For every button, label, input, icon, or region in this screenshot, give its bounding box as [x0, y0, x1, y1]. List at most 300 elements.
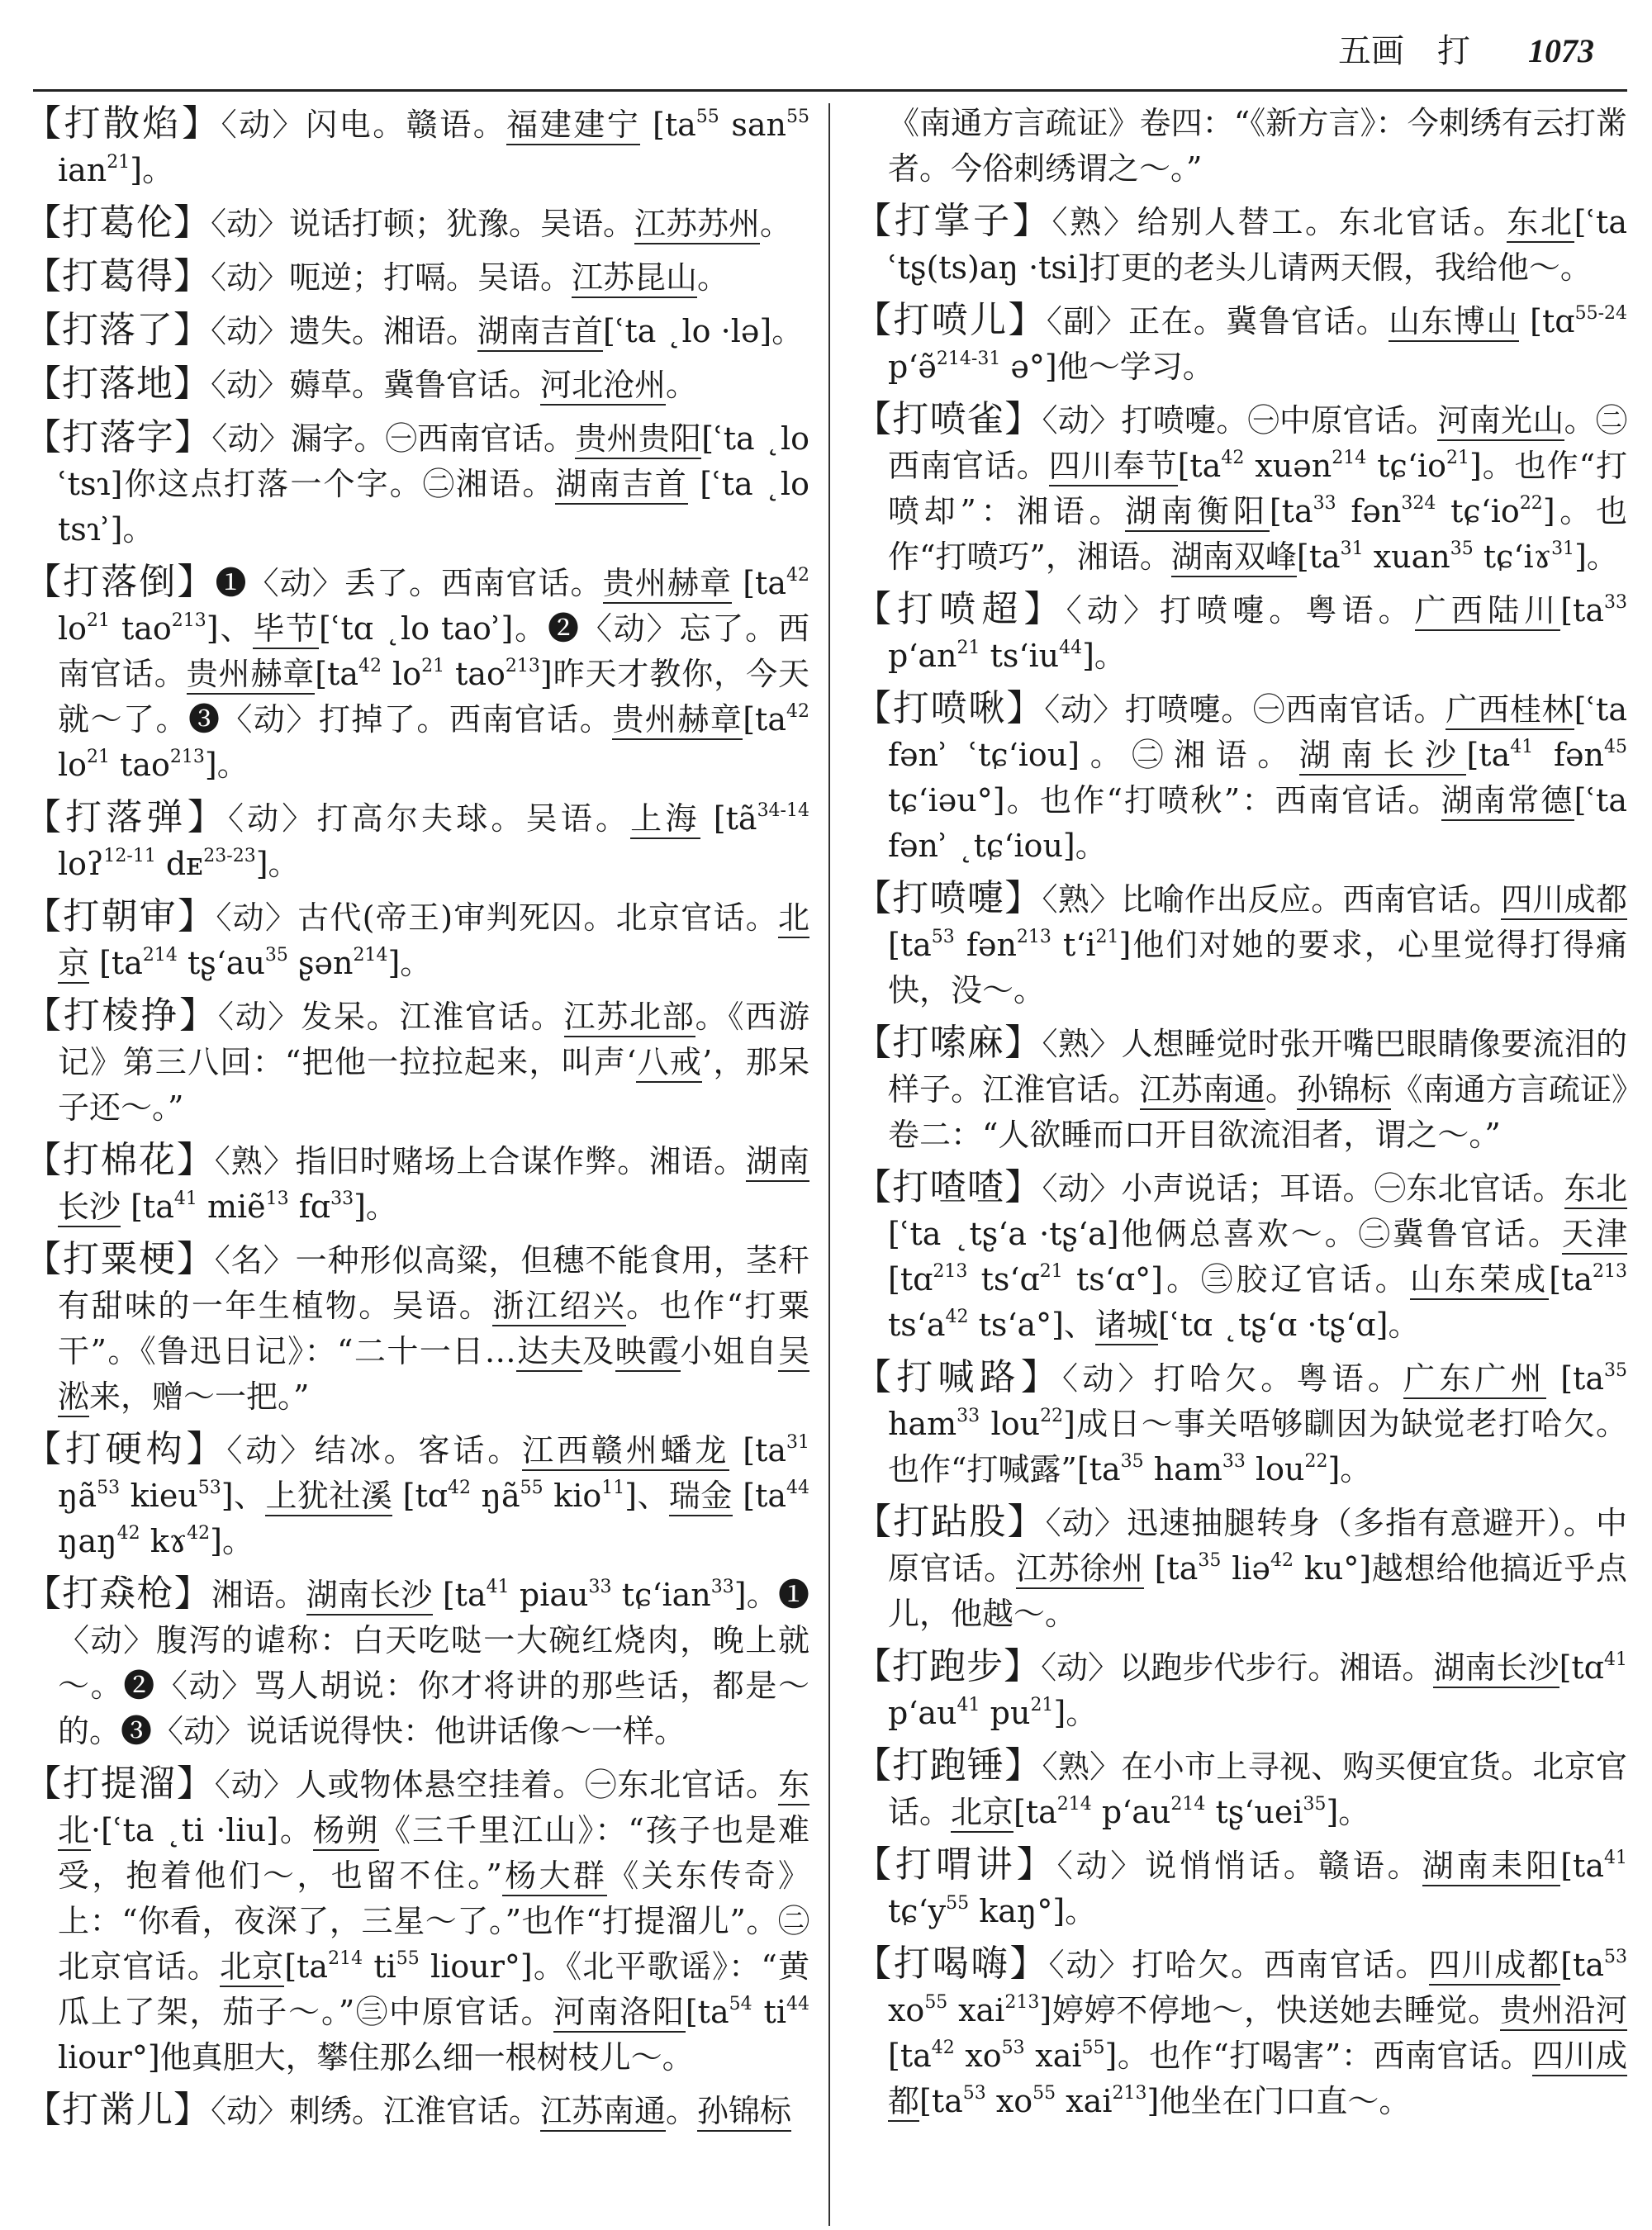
- headword: 【打葛伦】: [25, 202, 211, 244]
- definition-text: kaŋ°]。: [969, 1893, 1097, 1929]
- tone-number: 55-24: [1574, 303, 1627, 324]
- tone-number: 31: [1551, 539, 1575, 559]
- definition-text: [ta: [1014, 1794, 1057, 1830]
- definition-text: kio: [543, 1478, 602, 1514]
- dictionary-entry: [855, 198, 1627, 291]
- tone-number: 213: [169, 747, 205, 767]
- definition-text: 〈动〉闪电。赣语。: [221, 107, 507, 143]
- definition-text: fən: [1533, 737, 1604, 773]
- definition-text: 〈熟〉在小市上寻视、购买便宜货。北京官话。: [888, 1748, 1627, 1830]
- dictionary-entry: [25, 559, 809, 788]
- definition-text: 《关东传奇》上：“你看，夜深了，三星～了。”也作“打提溜儿”。㊁北京官话。: [58, 1858, 809, 1985]
- place-name: 江苏南通: [540, 2093, 666, 2132]
- place-name: 湖南长沙: [1433, 1649, 1559, 1688]
- tone-number: 33: [710, 1577, 734, 1597]
- definition-text: ❶〈动〉丢了。西南官话。: [215, 565, 603, 601]
- definition-text: tao: [110, 610, 172, 647]
- dictionary-entry: [855, 586, 1627, 679]
- place-name: 江苏徐州: [1016, 1550, 1144, 1589]
- dictionary-entry: [25, 200, 809, 247]
- dictionary-entry: [25, 254, 809, 301]
- definition-text: [ta: [732, 565, 786, 601]
- headword: 【打散焰】: [25, 102, 221, 145]
- place-name: 湖南耒阳: [1422, 1848, 1561, 1886]
- definition-text: ]、: [206, 610, 254, 647]
- page-number: 1073: [1528, 32, 1594, 69]
- definition-text: xuan: [1363, 539, 1450, 575]
- place-name: 吴淞: [58, 1333, 809, 1417]
- definition-text: 〈动〉迅速抽腿转身（多指有意避开）。中原官话。: [888, 1505, 1627, 1587]
- definition-text: kieu: [120, 1478, 198, 1514]
- tone-number: 55: [396, 1948, 420, 1969]
- definition-text: ]。也作“打喷巧”，湘语。: [888, 493, 1627, 575]
- definition-text: [ʿta ʿtʂ(ts)aŋ ·tsi]打更的老头儿请两天假，我给他～。: [888, 204, 1627, 286]
- tone-number: 214: [1332, 448, 1367, 468]
- definition-text: ]。: [130, 152, 174, 188]
- definition-text: 〈动〉刺绣。江淮官话。: [211, 2093, 541, 2129]
- tone-number: 35: [1303, 1794, 1327, 1815]
- definition-text: [ʿta ˛lo ·lə]。: [603, 313, 804, 349]
- headword: 【打朝审】: [25, 895, 216, 937]
- definition-text: 。㊁西南官话。: [888, 402, 1627, 484]
- definition-text: lo: [58, 747, 88, 783]
- definition-text: 。《西游记》第三八回：“把他一拉拉起来，叫声‘: [58, 999, 809, 1080]
- headword: 【打粟梗】: [25, 1238, 215, 1280]
- headword: 【打嗦麻】: [855, 1022, 1042, 1064]
- tone-number: 44: [786, 1478, 809, 1498]
- definition-text: [ta: [1560, 592, 1604, 629]
- place-name: 东北: [1564, 1170, 1627, 1209]
- tone-number: 213: [1004, 1992, 1040, 2013]
- tone-number: 35: [1450, 539, 1474, 559]
- tone-number: 42: [116, 1523, 140, 1544]
- definition-text: ham: [1143, 1451, 1222, 1487]
- tone-number: 41: [486, 1577, 510, 1597]
- definition-text: xai: [1056, 2083, 1113, 2119]
- definition-text: fən: [954, 927, 1017, 963]
- place-name: 贵州赫章: [187, 656, 316, 695]
- place-name: 贵州赫章: [603, 565, 732, 604]
- definition-text: 。: [666, 2093, 698, 2129]
- definition-text: [ta: [919, 2083, 963, 2119]
- definition-text: [tɑ: [1518, 303, 1575, 339]
- definition-text: 〈动〉小声说话；耳语。㊀东北官话。: [1042, 1170, 1564, 1207]
- tone-number: 22: [1304, 1451, 1328, 1472]
- tone-number: 42: [358, 656, 382, 676]
- definition-text: tsʻɑ: [967, 1261, 1040, 1298]
- place-name: 东北: [1507, 204, 1574, 243]
- tone-number: 42: [786, 565, 809, 586]
- place-name: 四川成都: [1429, 1947, 1561, 1986]
- definition-text: 〈动〉以跑步代步行。湘语。: [1041, 1649, 1434, 1686]
- definition-text: xuən: [1244, 448, 1332, 484]
- definition-text: tʻi: [1051, 927, 1096, 963]
- dictionary-entry: [25, 1236, 809, 1420]
- continued-text: 《南通方言疏证》卷四：“《新方言》：今刺绣有云打黹者。今俗刺绣谓之～。”: [888, 105, 1627, 187]
- definition-text: [ʿtɑ ˛tʂʻɑ ·tʂʻɑ]。: [1157, 1307, 1420, 1343]
- tone-number: 42: [945, 1307, 969, 1327]
- definition-text: ŋã: [58, 1478, 97, 1514]
- dictionary-entry: [25, 1761, 809, 2081]
- definition-text: 《三千里江山》：“孩子也是难受，抱着他们～，也留不住。”: [58, 1812, 809, 1894]
- running-header: [1338, 25, 1594, 72]
- tone-number: 21: [421, 656, 445, 676]
- definition-text: [tɑ: [392, 1478, 449, 1514]
- definition-text: 〈动〉薅草。冀鲁官话。: [211, 367, 541, 403]
- definition-text: liour°]。《北平歌谣》：“黄瓜上了架，茄子～。”㊂中原官话。: [58, 1948, 809, 2030]
- definition-text: [ʿta fənʾ ˛tɕʻiou]。: [888, 782, 1627, 864]
- definition-text: [ʿta ˛lo ʿtsɿ]你这点打落一个字。㊁湘语。: [58, 420, 809, 502]
- definition-text: ]。: [255, 846, 300, 882]
- dictionary-entry: [25, 1426, 809, 1564]
- dictionary-entry: [855, 1499, 1627, 1637]
- definition-text: ʂən: [287, 945, 354, 981]
- definition-text: tsʻa: [888, 1307, 946, 1343]
- left-column: [25, 101, 809, 2141]
- definition-text: tɕʻiɤ: [1473, 539, 1552, 575]
- headword: 【打棉花】: [25, 1139, 215, 1181]
- definition-text: xo: [985, 2083, 1033, 2119]
- definition-text: [ta: [888, 2038, 932, 2074]
- place-name: 江苏北部: [564, 999, 695, 1037]
- tone-number: 22: [1040, 1406, 1064, 1426]
- definition-text: 小姐自: [680, 1333, 778, 1369]
- tone-number: 35: [1603, 1360, 1627, 1381]
- tone-number: 214: [1170, 1794, 1206, 1815]
- tone-number: 35: [1198, 1550, 1222, 1571]
- place-name: 广东广州: [1403, 1360, 1546, 1399]
- tone-number: 21: [87, 747, 111, 767]
- definition-text: ]成日～事关唔够瞓因为缺觉老打哈欠。也作“打喊露”[ta: [888, 1406, 1627, 1487]
- definition-text: 〈动〉人或物体悬空挂着。㊀东北官话。: [214, 1767, 778, 1803]
- definition-text: tɕʻiəu°]。也作“打喷秋”：西南官话。: [888, 782, 1441, 818]
- place-name: 江西赣州蟠龙: [522, 1432, 729, 1471]
- dictionary-entry: [25, 415, 809, 553]
- definition-text: liə: [1221, 1550, 1271, 1587]
- definition-text: pʻə̃: [888, 349, 937, 385]
- tone-number: 55: [1081, 2038, 1105, 2058]
- definition-text: xai: [1024, 2038, 1082, 2074]
- tone-number: 13: [265, 1189, 289, 1209]
- dictionary-entry: [25, 1137, 809, 1230]
- place-name: 上海: [630, 800, 700, 839]
- place-name: 河北沧州: [540, 367, 666, 406]
- dictionary-entry: [25, 894, 809, 986]
- place-name: 杨大群: [502, 1858, 607, 1896]
- definition-text: ŋã: [471, 1478, 520, 1514]
- headword: 【打猋枪】: [25, 1573, 212, 1615]
- definition-text: 〈动〉遗失。湘语。: [211, 313, 478, 349]
- definition-text: ham: [888, 1406, 957, 1442]
- headword: 【打喷嚏】: [855, 877, 1042, 919]
- definition-text: san: [719, 107, 786, 143]
- tone-number: 21: [957, 638, 980, 658]
- definition-text: 〈动〉说悄悄话。赣语。: [1056, 1848, 1422, 1884]
- definition-text: xai: [947, 1992, 1005, 2028]
- tone-number: 213: [933, 1261, 968, 1282]
- definition-text: ]他坐在门口直～。: [1146, 2083, 1411, 2119]
- definition-text: ti: [363, 1948, 396, 1985]
- column-divider: [828, 103, 830, 2226]
- tone-number: 55: [520, 1478, 544, 1498]
- definition-text: ]、: [624, 1478, 669, 1514]
- tone-number: 53: [97, 1478, 121, 1498]
- definition-text: tɕʻian: [611, 1577, 711, 1613]
- definition-text: ]婷婷不停地～，快送她去睡觉。: [1039, 1992, 1500, 2028]
- definition-text: pʻan: [888, 638, 957, 674]
- definition-text: tɕʻio: [1436, 493, 1520, 529]
- definition-text: ə°]他～学习。: [1000, 349, 1214, 385]
- definition-text: ]他们对她的要求，心里觉得打得痛快，没～。: [888, 927, 1627, 1008]
- definition-text: ian: [58, 152, 107, 188]
- definition-text: ku°]越想给他搞近乎点儿，他越～。: [888, 1550, 1627, 1632]
- definition-text: 〈动〉打喷嚏。㊀西南官话。: [1044, 691, 1446, 728]
- definition-text: ]。: [1082, 638, 1126, 674]
- definition-text: lou: [980, 1406, 1041, 1442]
- place-name: 北京: [951, 1794, 1014, 1833]
- tone-number: 21: [1446, 448, 1469, 468]
- definition-text: tao: [444, 656, 506, 692]
- definition-text: tsʻɑ°]。㊂胶辽官话。: [1062, 1261, 1410, 1298]
- dictionary-entry: [25, 307, 809, 354]
- place-name: 江苏昆山: [572, 259, 697, 298]
- tone-number: 53: [962, 2083, 986, 2104]
- definition-text: ]。也作“打喝害”：西南官话。: [1104, 2038, 1532, 2074]
- headword: 【打喷超】: [855, 588, 1066, 630]
- definition-text: dᴇ: [155, 846, 204, 882]
- tone-number: 41: [957, 1695, 980, 1715]
- dictionary-entry: [855, 1020, 1627, 1158]
- tone-number: 42: [1221, 448, 1245, 468]
- tone-number: 44: [1059, 638, 1083, 658]
- tone-number: 213: [505, 656, 540, 676]
- definition-text: 。: [666, 367, 698, 403]
- place-name: 湖南常德: [1441, 782, 1574, 821]
- definition-text: tʂʻuei: [1205, 1794, 1303, 1830]
- definition-text: xo: [888, 1992, 925, 2028]
- definition-text: ]。: [1053, 1695, 1098, 1731]
- tone-number: 42: [187, 1523, 211, 1544]
- headword: 【打落地】: [25, 363, 211, 405]
- tone-number: 213: [1016, 927, 1051, 947]
- headword: 【打喷啾】: [855, 687, 1045, 729]
- definition-text: [ta: [1545, 1360, 1604, 1397]
- dictionary-entry: [855, 1743, 1627, 1835]
- definition-text: ]昨天才教你，今天就～了。❸〈动〉打掉了。西南官话。: [58, 656, 809, 738]
- definition-text: miẽ: [197, 1189, 266, 1225]
- headword: 【打跕股】: [855, 1501, 1046, 1543]
- headword: 【打硬构】: [25, 1428, 227, 1470]
- definition-text: [ta: [732, 1478, 786, 1514]
- tone-number: 213: [171, 610, 206, 631]
- definition-text: 〈名〉一种形似高粱，但穗不能食用，茎秆有甜味的一年生植物。吴语。: [58, 1242, 809, 1324]
- tone-number: 41: [1604, 1848, 1627, 1868]
- headword: 【打喳喳】: [855, 1166, 1042, 1208]
- definition-text: 及: [582, 1333, 615, 1369]
- headword: 【打跑步】: [855, 1645, 1042, 1687]
- definition-text: [tɑ: [1559, 1649, 1604, 1686]
- dictionary-entry: [855, 1941, 1627, 2124]
- definition-text: ]。也作“打喷却”：湘语。: [888, 448, 1627, 529]
- place-name: 达夫: [516, 1333, 582, 1372]
- place-name: 天津: [1562, 1216, 1627, 1255]
- headword: 【打黹儿】: [25, 2089, 211, 2131]
- place-name: 四川成都: [888, 2038, 1627, 2122]
- place-name: 瑞金: [669, 1478, 733, 1516]
- definition-text: ]。: [1574, 539, 1618, 575]
- place-name: 湖南吉首: [555, 466, 688, 505]
- headword: 【打提溜】: [25, 1763, 215, 1805]
- tone-number: 214: [142, 945, 178, 966]
- definition-text: 《南通方言疏证》卷二：“人欲睡而口开目欲流泪者，谓之～。”: [888, 1071, 1627, 1153]
- definition-text: tɕʻio: [1366, 448, 1446, 484]
- tone-number: 44: [786, 1994, 809, 2014]
- definition-text: ]。: [387, 945, 432, 981]
- definition-text: [tɑ: [888, 1261, 933, 1298]
- tone-number: 324: [1401, 493, 1436, 514]
- dictionary-entry: [25, 101, 809, 193]
- definition-text: 〈动〉打喷嚏。粤语。: [1066, 592, 1415, 629]
- definition-text: 〈动〉古代(帝王)审判死囚。北京官话。: [216, 899, 778, 936]
- definition-text: 湘语。: [211, 1577, 306, 1613]
- place-name: 毕节: [253, 610, 319, 649]
- tone-number: 55: [695, 107, 719, 127]
- tone-number: 33: [957, 1406, 980, 1426]
- tone-number: 55: [1032, 2083, 1056, 2104]
- definition-text: 〈熟〉指旧时赌场上合谋作弊。湘语。: [214, 1143, 747, 1179]
- tone-number: 53: [931, 927, 955, 947]
- tone-number: 31: [1340, 539, 1364, 559]
- tone-number: 55: [786, 107, 809, 127]
- tone-number: 53: [1001, 2038, 1025, 2058]
- definition-text: 。: [760, 206, 792, 242]
- definition-text: ]。❶〈动〉腹泻的谑称：白天吃哒一大碗红烧肉，晚上就～。❷〈动〉骂人胡说：你才将讲的那些话，都是～的。❸〈动〉说话说得快：他讲话像～一样。: [58, 1577, 809, 1749]
- dictionary-entry: [855, 1165, 1627, 1348]
- place-name: 东北: [58, 1767, 809, 1851]
- place-name: 山东荣成: [1410, 1261, 1549, 1300]
- definition-text: 。也作“打粟干”。《鲁迅日记》：“二十一日…: [58, 1288, 809, 1369]
- definition-text: tsʻa°]、: [968, 1307, 1095, 1343]
- definition-text: liour°]他真胆大，攀住那么细一根树枝儿～。: [58, 2039, 694, 2076]
- definition-text: ]、: [221, 1478, 266, 1514]
- definition-text: tsʻiu: [980, 638, 1060, 674]
- definition-text: pʻau: [1091, 1794, 1171, 1830]
- definition-text: lo: [58, 610, 88, 647]
- dictionary-entry: [855, 686, 1627, 869]
- definition-text: [ta: [743, 701, 786, 738]
- definition-text: kɤ: [140, 1523, 188, 1559]
- definition-text: [ta: [640, 107, 696, 143]
- tone-number: 21: [1039, 1261, 1063, 1282]
- headword: 【打棱挣】: [25, 994, 218, 1037]
- tone-number: 41: [1510, 737, 1534, 757]
- place-name: 广西桂林: [1446, 691, 1574, 730]
- dictionary-entry: [25, 993, 809, 1131]
- definition-text: lo: [382, 656, 422, 692]
- tone-number: 21: [1030, 1695, 1054, 1715]
- definition-text: 〈副〉正在。冀鲁官话。: [1046, 303, 1389, 339]
- definition-text: 来，赠～一把。”: [89, 1378, 310, 1415]
- tone-number: 42: [786, 701, 809, 722]
- definition-text: 〈动〉漏字。㊀西南官话。: [211, 420, 576, 457]
- definition-text: [ʿta ˛tʂʻa ·tʂʻa]他俩总喜欢～。㊁冀鲁官话。: [888, 1216, 1562, 1252]
- dictionary-entry: [25, 795, 809, 887]
- definition-text: 。: [697, 259, 729, 296]
- headword: 【打落字】: [25, 416, 212, 458]
- tone-number: 31: [786, 1432, 809, 1453]
- place-name: 北京: [220, 1948, 284, 1987]
- definition-text: 〈动〉打哈欠。粤语。: [1062, 1360, 1404, 1397]
- place-name: 河南光山: [1437, 402, 1564, 441]
- definition-text: [ta: [315, 656, 359, 692]
- definition-text: [ʿta fənʾ ʿtɕʻiou]。㊁湘语。: [888, 691, 1627, 773]
- definition-text: ]。: [354, 1189, 397, 1225]
- tone-number: 35: [264, 945, 288, 966]
- tone-number: 213: [1592, 1261, 1627, 1282]
- headword: 【打喊路】: [855, 1356, 1063, 1398]
- definition-text: xo: [954, 2038, 1002, 2074]
- place-name: 贵州沿河: [1500, 1992, 1627, 2031]
- place-name: 江苏南通: [1140, 1071, 1265, 1110]
- definition-text: pu: [980, 1695, 1031, 1731]
- definition-text: 〈动〉打喷嚏。㊀中原官话。: [1042, 402, 1438, 439]
- tone-number: 214: [1056, 1794, 1092, 1815]
- tone-number: 41: [173, 1189, 197, 1209]
- definition-text: [ʿtɑ ˛lo taoʾ]。❷〈动〉忘了。西南官话。: [58, 610, 809, 692]
- definition-text: [ta: [1466, 737, 1511, 773]
- definition-text: fən: [1336, 493, 1402, 529]
- tone-number: 33: [1604, 592, 1627, 613]
- place-name: 河南洛阳: [553, 1994, 685, 2033]
- definition-text: ]。: [204, 747, 249, 783]
- definition-text: [tã: [700, 800, 757, 837]
- definition-text: [ta: [888, 927, 932, 963]
- tone-number: 34-14: [757, 800, 809, 821]
- definition-text: 〈动〉呃逆；打嗝。吴语。: [211, 259, 572, 296]
- dictionary-entry: [855, 297, 1627, 390]
- tone-number: 33: [588, 1577, 612, 1597]
- definition-text: [ta: [284, 1948, 329, 1985]
- definition-text: ]。: [1326, 1794, 1370, 1830]
- definition-text: 〈动〉发呆。江淮官话。: [217, 999, 564, 1035]
- tone-number: 41: [1603, 1649, 1627, 1670]
- place-name: 山东博山: [1389, 303, 1519, 342]
- tone-number: 54: [729, 1994, 752, 2014]
- definition-text: pʻau: [888, 1695, 957, 1731]
- headword: 【打喷雀】: [855, 398, 1042, 440]
- definition-text: [ta: [729, 1432, 786, 1468]
- place-name: 湖南衡阳: [1125, 493, 1270, 532]
- dictionary-entry: [855, 1842, 1627, 1934]
- headword: 【打喷儿】: [855, 299, 1047, 341]
- definition-text: [ta: [1269, 493, 1313, 529]
- headword: 【打喝嗨】: [855, 1943, 1049, 1985]
- tone-number: 213: [1112, 2083, 1147, 2104]
- tone-number: 55: [946, 1893, 970, 1914]
- place-name: 四川奉节: [1049, 448, 1178, 486]
- place-name: 贵州贵阳: [575, 420, 701, 459]
- dictionary-entry: [25, 361, 809, 408]
- place-name: 湖南双峰: [1171, 539, 1297, 577]
- definition-text: [ta: [685, 1994, 729, 2030]
- headword: 【打落了】: [25, 309, 211, 351]
- place-name: 八戒: [636, 1044, 702, 1083]
- definition-text: [ta: [1296, 539, 1341, 575]
- definition-text: piau: [509, 1577, 589, 1613]
- definition-text: 〈熟〉比喻作出反应。西南官话。: [1042, 881, 1502, 918]
- dictionary-entry: [25, 1571, 809, 1754]
- definition-text: fɑ: [288, 1189, 331, 1225]
